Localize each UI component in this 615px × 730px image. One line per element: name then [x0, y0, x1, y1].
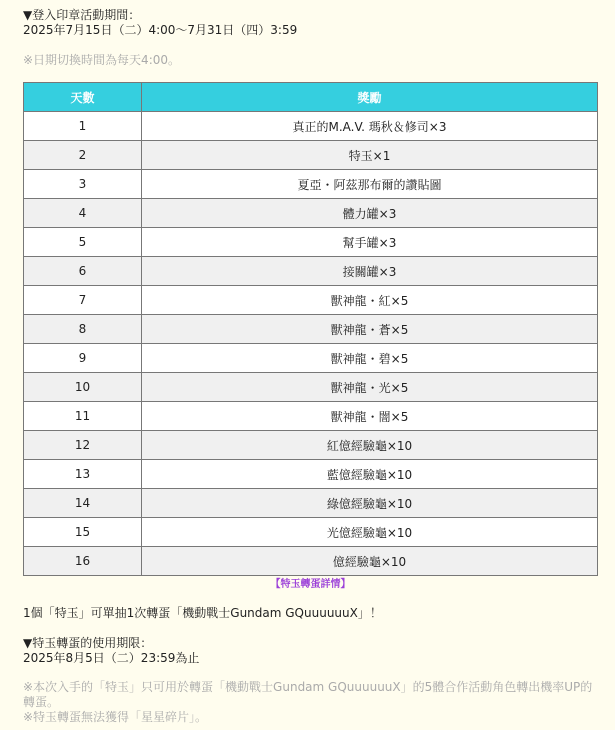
note-item: ※特玉轉蛋無法獲得「星星碎片」。	[23, 710, 208, 724]
day-cell: 8	[24, 315, 142, 344]
reward-cell: 體力罐×3	[142, 199, 598, 228]
table-row	[24, 228, 598, 257]
notes-block	[23, 680, 598, 725]
day-cell: 7	[24, 286, 142, 315]
table-row	[24, 518, 598, 547]
reward-cell: 光億經驗龜×10	[142, 518, 598, 547]
reward-cell: 獸神龍・紅×5	[142, 286, 598, 315]
day-cell: 2	[24, 141, 142, 170]
table-row	[24, 344, 598, 373]
period-heading: ▼登入印章活動期間：	[23, 8, 141, 22]
table-row	[24, 315, 598, 344]
day-cell: 15	[24, 518, 142, 547]
reward-cell: 真正的M.A.V. 瑪秋＆修司×3	[142, 112, 598, 141]
table-row	[24, 112, 598, 141]
table-row	[24, 141, 598, 170]
reward-cell: 獸神龍・闇×5	[142, 402, 598, 431]
table-row	[24, 402, 598, 431]
day-cell: 16	[24, 547, 142, 576]
day-cell: 12	[24, 431, 142, 460]
table-row	[24, 431, 598, 460]
day-cell: 9	[24, 344, 142, 373]
reward-cell: 紅億經驗龜×10	[142, 431, 598, 460]
reward-cell: 獸神龍・蒼×5	[142, 315, 598, 344]
intro-text: 1個「特玉」可單抽1次轉蛋「機動戰士Gundam GQuuuuuuX」！	[23, 606, 382, 620]
day-cell: 1	[24, 112, 142, 141]
content	[23, 8, 598, 725]
daily-switch-note: ※日期切換時間為每天4:00。	[23, 53, 181, 67]
day-cell: 13	[24, 460, 142, 489]
reward-cell: 綠億經驗龜×10	[142, 489, 598, 518]
day-cell: 10	[24, 373, 142, 402]
header-day: 天數	[24, 83, 142, 112]
table-row	[24, 286, 598, 315]
table-row	[24, 170, 598, 199]
day-cell: 4	[24, 199, 142, 228]
reward-cell: 億經驗龜×10	[142, 547, 598, 576]
reward-cell: 接關罐×3	[142, 257, 598, 286]
table-row	[24, 373, 598, 402]
rewards-body	[24, 112, 598, 576]
table-row	[24, 257, 598, 286]
table-row	[24, 460, 598, 489]
usage-heading: ▼特玉轉蛋的使用期限：	[23, 636, 153, 650]
day-cell: 11	[24, 402, 142, 431]
table-header-row	[24, 83, 598, 112]
note-item: ※本次入手的「特玉」只可用於轉蛋「機動戰士Gundam GQuuuuuuX」的5體合作活動角色轉出機率UP的轉蛋。	[23, 680, 593, 709]
reward-cell: 獸神龍・碧×5	[142, 344, 598, 373]
day-cell: 5	[24, 228, 142, 257]
day-cell: 14	[24, 489, 142, 518]
header-reward: 獎勵	[142, 83, 598, 112]
period-value: 2025年7月15日（二）4:00～7月31日（四）3:59	[23, 23, 298, 37]
reward-cell: 藍億經驗龜×10	[142, 460, 598, 489]
reward-cell: 特玉×1	[142, 141, 598, 170]
table-row	[24, 199, 598, 228]
usage-value: 2025年8月5日（二）23:59為止	[23, 651, 200, 665]
table-row	[24, 489, 598, 518]
table-row	[24, 547, 598, 576]
reward-cell: 夏亞・阿茲那布爾的讚貼圖	[142, 170, 598, 199]
day-cell: 6	[24, 257, 142, 286]
rewards-table	[23, 82, 598, 576]
special-gacha-detail-link[interactable]: 【特玉轉蛋詳情】	[270, 579, 351, 590]
reward-cell: 獸神龍・光×5	[142, 373, 598, 402]
reward-cell: 幫手罐×3	[142, 228, 598, 257]
day-cell: 3	[24, 170, 142, 199]
